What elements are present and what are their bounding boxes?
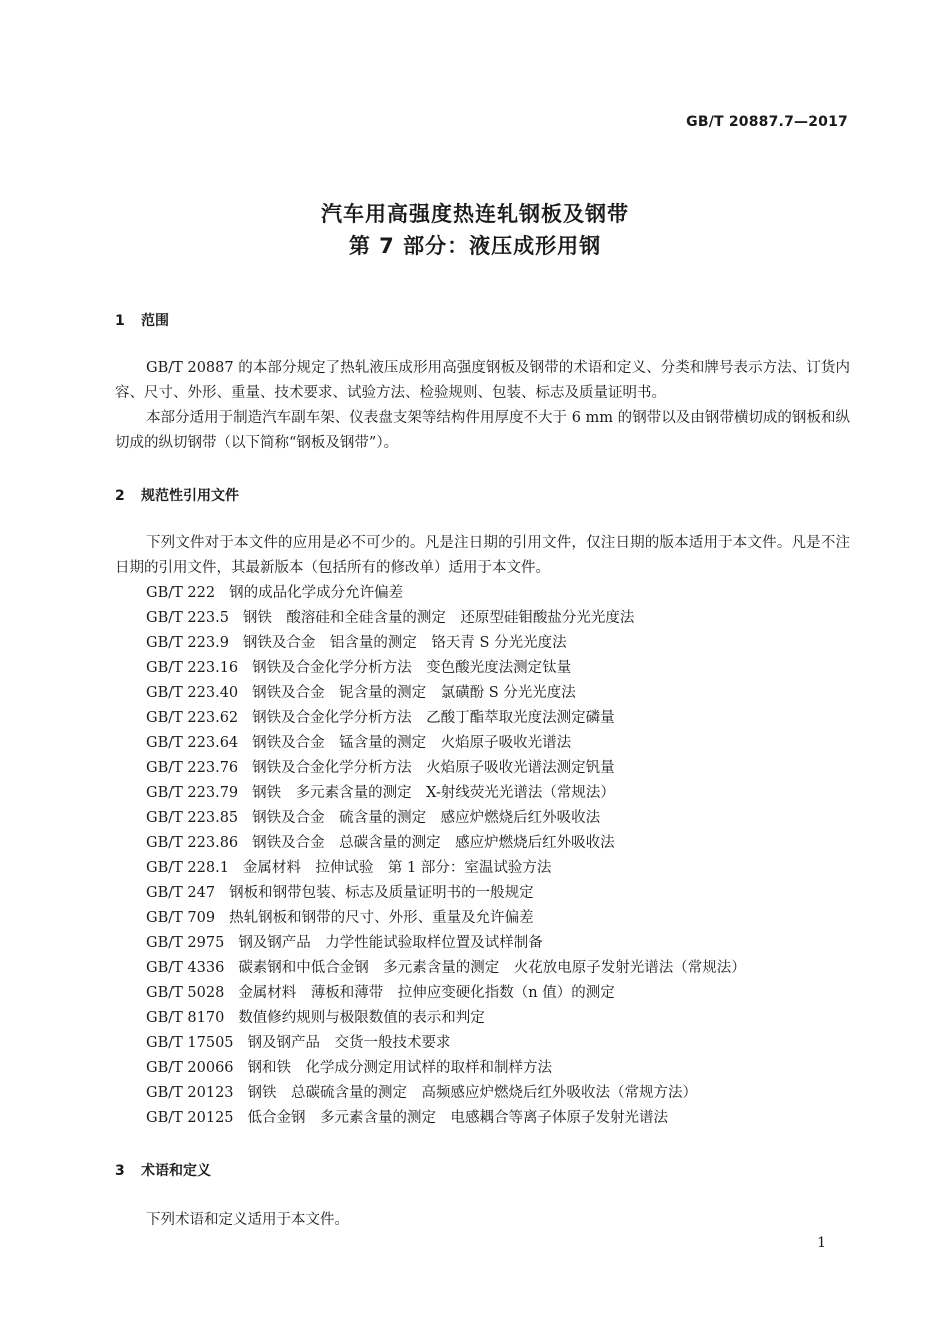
reference-item [146,1106,746,1131]
document-subtitle: 第 7 部分：液压成形用钢 [348,234,602,258]
section-number: 2 [115,488,125,504]
reference-code: GB/T 223.85 [146,810,239,826]
reference-code: GB/T 20066 [146,1060,234,1076]
reference-code: GB/T 228.1 [146,860,229,876]
reference-code: GB/T 223.5 [146,610,229,626]
reference-title: 钢及钢产品 力学性能试验取样位置及试样制备 [238,935,543,951]
reference-title: 钢铁及合金化学分析方法 乙酸丁酯萃取光度法测定磷量 [252,710,615,726]
reference-code: GB/T 247 [146,885,216,901]
reference-code: GB/T 4336 [146,960,225,976]
reference-title: 钢及钢产品 交货一般技术要求 [247,1035,451,1051]
standard-code: GB/T 20887.7—2017 [686,114,848,130]
reference-code: GB/T 222 [146,585,216,601]
reference-code: GB/T 709 [146,910,216,926]
reference-title: 钢铁 多元素含量的测定 X-射线荧光光谱法（常规法） [252,785,615,801]
reference-item [146,1006,746,1031]
reference-code: GB/T 223.9 [146,635,229,651]
reference-item [146,856,746,881]
reference-title: 钢铁及合金 总碳含量的测定 感应炉燃烧后红外吸收法 [252,835,615,851]
section-heading-normative [115,485,239,505]
reference-code: GB/T 223.64 [146,735,239,751]
reference-title: 钢的成品化学成分允许偏差 [229,585,404,601]
reference-code: GB/T 223.40 [146,685,239,701]
reference-code: GB/T 5028 [146,985,225,1001]
section-title: 术语和定义 [141,1163,211,1179]
reference-title: 钢铁及合金 锰含量的测定 火焰原子吸收光谱法 [252,735,572,751]
reference-list [146,581,746,1131]
reference-item [146,1056,746,1081]
reference-code: GB/T 223.62 [146,710,239,726]
section-number: 1 [115,313,125,329]
scope-paragraph-2: 本部分适用于制造汽车副车架、仪表盘支架等结构件用厚度不大于 6 mm 的钢带以及由钢带横切成的钢板和纵切成的纵切钢带（以下简称“钢板及钢带”）。 [115,410,850,451]
reference-item [146,881,746,906]
reference-item [146,831,746,856]
reference-item [146,631,746,656]
reference-title: 钢板和钢带包装、标志及质量证明书的一般规定 [229,885,534,901]
reference-item [146,1031,746,1056]
reference-item [146,656,746,681]
reference-title: 钢铁 酸溶硅和全硅含量的测定 还原型硅钼酸盐分光光度法 [242,610,635,626]
reference-code: GB/T 20125 [146,1110,234,1126]
reference-title: 数值修约规则与极限数值的表示和判定 [238,1010,485,1026]
reference-title: 钢铁及合金化学分析方法 变色酸光度法测定钛量 [252,660,572,676]
reference-title: 钢铁 总碳硫含量的测定 高频感应炉燃烧后红外吸收法（常规方法） [247,1085,698,1101]
section-heading-terms [115,1160,211,1180]
section-title: 范围 [141,313,169,329]
reference-item [146,806,746,831]
reference-title: 钢铁及合金 铝含量的测定 铬天青 S 分光光度法 [242,635,567,651]
reference-title: 钢铁及合金 硫含量的测定 感应炉燃烧后红外吸收法 [252,810,601,826]
reference-title: 金属材料 薄板和薄带 拉伸应变硬化指数（n 值）的测定 [238,985,615,1001]
reference-title: 低合金钢 多元素含量的测定 电感耦合等离子体原子发射光谱法 [247,1110,669,1126]
reference-title: 钢铁及合金 铌含量的测定 氯磺酚 S 分光光度法 [252,685,576,701]
normative-intro: 下列文件对于本文件的应用是必不可少的。凡是注日期的引用文件，仅注日期的版本适用于本文件。凡是不注日期的引用文件，其最新版本（包括所有的修改单）适用于本文件。 [115,535,850,576]
reference-title: 热轧钢板和钢带的尺寸、外形、重量及允许偏差 [229,910,534,926]
reference-title: 金属材料 拉伸试验 第 1 部分：室温试验方法 [242,860,552,876]
reference-code: GB/T 223.76 [146,760,239,776]
reference-item [146,781,746,806]
reference-code: GB/T 223.16 [146,660,239,676]
reference-item [146,931,746,956]
reference-item [146,606,746,631]
reference-item [146,581,746,606]
section-number: 3 [115,1163,125,1179]
reference-item [146,706,746,731]
reference-item [146,956,746,981]
reference-code: GB/T 8170 [146,1010,225,1026]
reference-code: GB/T 20123 [146,1085,234,1101]
reference-title: 钢铁及合金化学分析方法 火焰原子吸收光谱法测定钒量 [252,760,615,776]
reference-item [146,756,746,781]
reference-code: GB/T 17505 [146,1035,234,1051]
reference-item [146,906,746,931]
reference-code: GB/T 223.79 [146,785,239,801]
reference-item [146,1081,746,1106]
reference-title: 碳素钢和中低合金钢 多元素含量的测定 火花放电原子发射光谱法（常规法） [238,960,746,976]
section-title: 规范性引用文件 [141,488,239,504]
reference-item [146,681,746,706]
reference-item [146,981,746,1006]
reference-title: 钢和铁 化学成分测定用试样的取样和制样方法 [247,1060,553,1076]
reference-code: GB/T 223.86 [146,835,239,851]
reference-code: GB/T 2975 [146,935,225,951]
page-number: 1 [817,1235,826,1251]
document-title: 汽车用高强度热连轧钢板及钢带 [321,202,629,226]
section-heading-scope [115,310,169,330]
reference-item [146,731,746,756]
scope-paragraph-1: GB/T 20887 的本部分规定了热轧液压成形用高强度钢板及钢带的术语和定义、分类和牌号表示方法、订货内容、尺寸、外形、重量、技术要求、试验方法、检验规则、包装、标志及质量证明书。 [115,360,850,401]
terms-intro: 下列术语和定义适用于本文件。 [146,1212,349,1228]
